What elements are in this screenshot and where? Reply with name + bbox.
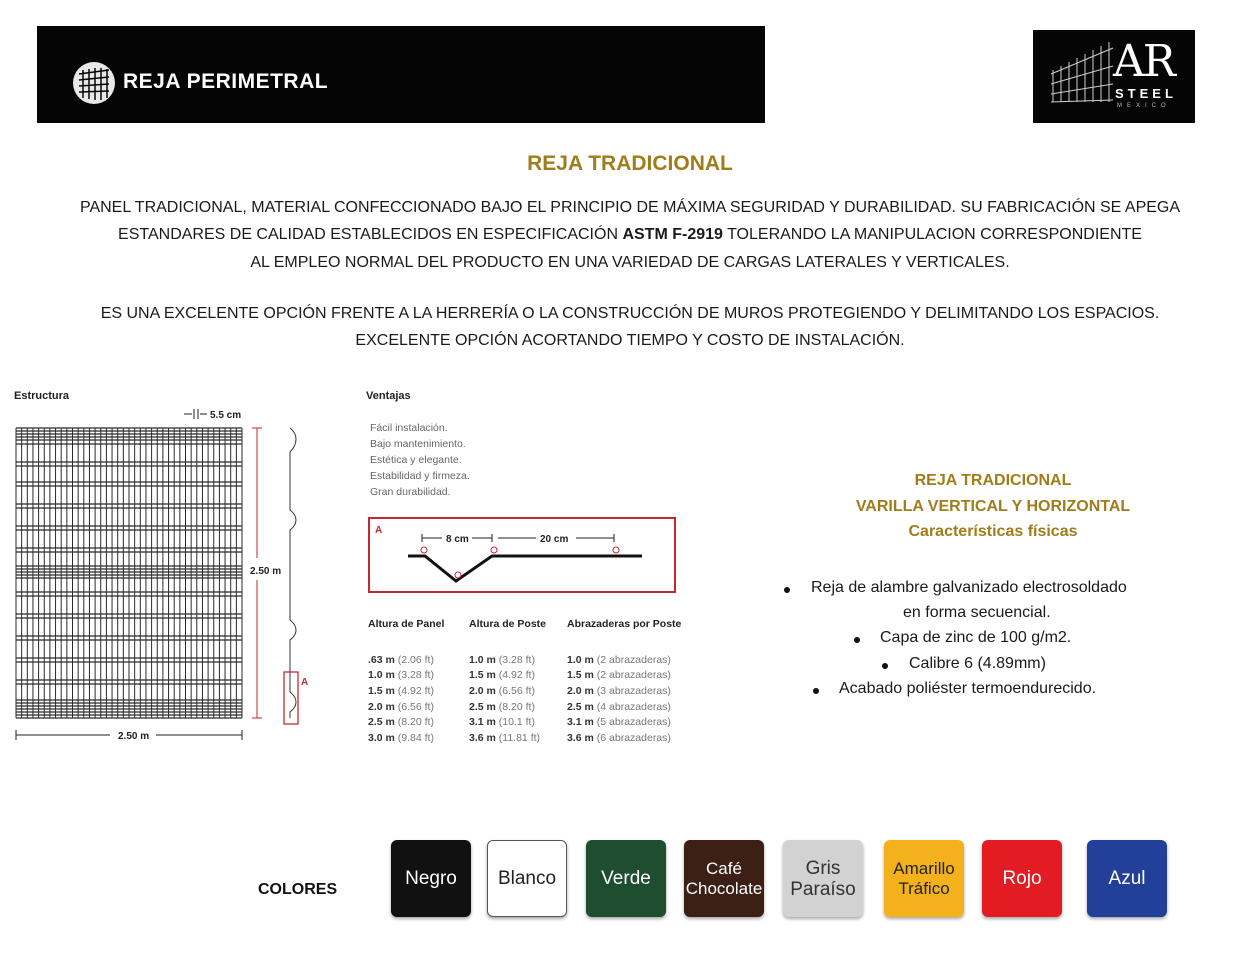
table-cell: .63 m (2.06 ft) xyxy=(368,653,434,666)
table-cell: 2.5 m (4 abrazaderas) xyxy=(567,700,671,713)
color-swatch-gris-paraiso: Gris Paraíso xyxy=(783,840,863,917)
color-swatch-negro: Negro xyxy=(391,840,471,917)
table-row xyxy=(368,699,681,715)
astm-spec: ASTM F-2919 xyxy=(622,226,723,243)
advantage-item: Fácil instalación. xyxy=(370,422,448,434)
spec-bullet-2: Capa de zinc de 100 g/m2. xyxy=(880,629,1072,646)
table-cell: 1.0 m (3.28 ft) xyxy=(469,653,535,666)
table-cell: 2.0 m (3 abrazaderas) xyxy=(567,684,671,697)
bullet-dot xyxy=(882,663,888,669)
detail-a-box xyxy=(284,672,298,724)
intro-line-2 xyxy=(20,226,1240,244)
bullet-dot xyxy=(854,637,860,643)
color-swatch-azul: Azul xyxy=(1087,840,1167,917)
table-cell: 1.0 m (3.28 ft) xyxy=(368,669,434,682)
intro-line-2-post: TOLERANDO LA MANIPULACION CORRESPONDIENTE xyxy=(722,226,1142,243)
table-header: Altura de Poste xyxy=(469,618,547,630)
color-swatch-blanco: Blanco xyxy=(487,840,567,917)
table-cell: 3.1 m (10.1 ft) xyxy=(469,716,535,729)
height-dimension: 2.50 m xyxy=(250,566,282,577)
header-banner xyxy=(37,26,765,123)
color-swatch-amarillo-trafico: Amarillo Tráfico xyxy=(884,840,964,917)
fence-panel-drawing xyxy=(10,400,310,750)
advantage-item: Bajo mantenimiento. xyxy=(370,438,466,450)
bullet-dot xyxy=(784,587,790,593)
table-cell: 2.0 m (6.56 ft) xyxy=(469,684,535,697)
advantages-label: Ventajas xyxy=(366,390,411,402)
brand-logo xyxy=(1033,30,1195,123)
table-cell: 1.0 m (2 abrazaderas) xyxy=(567,653,671,666)
color-swatch-cafe-chocolate: Café Chocolate xyxy=(684,840,764,917)
profile-detail-box xyxy=(368,517,676,593)
table-cell: 1.5 m (2 abrazaderas) xyxy=(567,669,671,682)
intro-line-4: ES UNA EXCELENTE OPCIÓN FRENTE A LA HERRERÍA O LA CONSTRUCCIÓN DE MUROS PROTEGIENDO Y DELIMITANDO LOS ESPACIOS. xyxy=(100,305,1160,322)
table-cell: 3.1 m (5 abrazaderas) xyxy=(567,716,671,729)
table-row xyxy=(368,714,681,730)
brand-sub: STEEL xyxy=(1115,86,1177,101)
table-cell: 1.5 m (4.92 ft) xyxy=(469,669,535,682)
intro-line-1: PANEL TRADICIONAL, MATERIAL CONFECCIONADO BAJO EL PRINCIPIO DE MÁXIMA SEGURIDAD Y DURABILIDAD. SU FABRICACIÓN SE APEGA xyxy=(79,199,1181,216)
height-table xyxy=(368,618,681,746)
wire-profile-drawing xyxy=(370,519,674,591)
table-cell: 1.5 m (4.92 ft) xyxy=(368,684,434,697)
intro-line-3: AL EMPLEO NORMAL DEL PRODUCTO EN UNA VARIEDAD DE CARGAS LATERALES Y VERTICALES. xyxy=(250,254,1010,271)
spec-bullet-1-cont: en forma secuencial. xyxy=(903,604,1051,621)
intro-line-2-pre: ESTANDARES DE CALIDAD ESTABLECIDOS EN ESPECIFICACIÓN xyxy=(118,226,623,243)
width-dimension: 2.50 m xyxy=(118,731,150,742)
page-title: REJA TRADICIONAL xyxy=(527,152,733,175)
brand-name: AR xyxy=(1113,36,1174,87)
table-cell: 3.6 m (6 abrazaderas) xyxy=(567,731,671,744)
table-cell: 2.0 m (6.56 ft) xyxy=(368,700,434,713)
specs-caption: Características físicas xyxy=(908,523,1078,540)
specs-subtitle: VARILLA VERTICAL Y HORIZONTAL xyxy=(855,498,1131,515)
advantage-item: Estabilidad y firmeza. xyxy=(370,470,470,482)
color-swatch-rojo: Rojo xyxy=(982,840,1062,917)
intro-line-5: EXCELENTE OPCIÓN ACORTANDO TIEMPO Y COSTO DE INSTALACIÓN. xyxy=(355,332,905,349)
table-cell: 3.6 m (11.81 ft) xyxy=(469,731,541,744)
spacing-dimension: 5.5 cm xyxy=(210,410,242,421)
spec-bullet-3: Calibre 6 (4.89mm) xyxy=(909,655,1046,672)
bullet-dot xyxy=(813,688,819,694)
table-header: Abrazaderas por Poste xyxy=(567,618,682,630)
table-row xyxy=(368,683,681,699)
color-swatch-verde: Verde xyxy=(586,840,666,917)
specs-title: REJA TRADICIONAL xyxy=(914,472,1072,489)
fence-mesh xyxy=(16,428,242,718)
fence-perspective-icon xyxy=(1049,40,1119,110)
table-cell: 2.5 m (8.20 ft) xyxy=(368,716,434,729)
spec-bullet-4: Acabado poliéster termoendurecido. xyxy=(839,680,1097,697)
brand-tiny: MEXICO xyxy=(1117,103,1171,109)
advantage-item: Estética y elegante. xyxy=(370,454,462,466)
structure-label: Estructura xyxy=(14,390,70,402)
fence-logo-icon xyxy=(71,60,117,106)
table-row xyxy=(368,668,681,684)
detail-a-marker: A xyxy=(301,677,309,688)
spec-bullet-1: Reja de alambre galvanizado electrosoldado xyxy=(811,579,1127,596)
profile-marker: A xyxy=(375,525,383,536)
straight-dimension: 20 cm xyxy=(540,534,569,545)
table-row xyxy=(368,730,681,746)
bend-dimension: 8 cm xyxy=(446,534,469,545)
table-cell: 3.0 m (9.84 ft) xyxy=(368,731,434,744)
advantage-item: Gran durabilidad. xyxy=(370,486,451,498)
table-cell: 2.5 m (8.20 ft) xyxy=(469,700,535,713)
advantages-list xyxy=(370,420,470,500)
banner-title: REJA PERIMETRAL xyxy=(123,70,329,93)
colors-label: COLORES xyxy=(258,881,338,898)
table-row xyxy=(368,652,681,668)
table-header: Altura de Panel xyxy=(368,618,445,630)
